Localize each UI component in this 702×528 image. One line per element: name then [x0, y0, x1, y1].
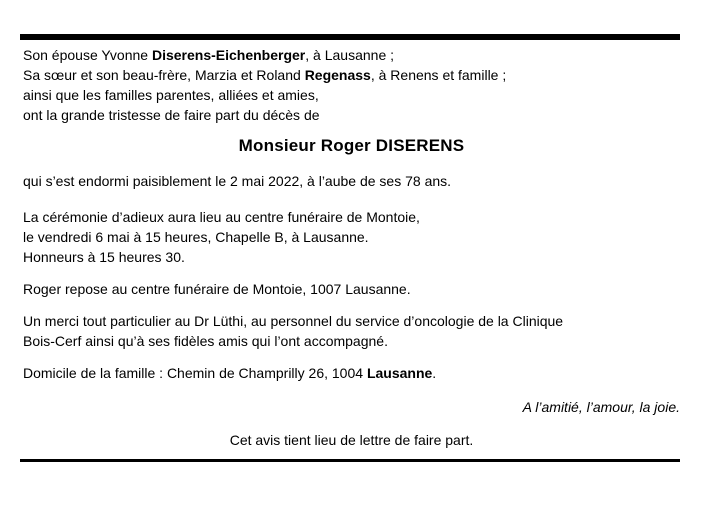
thanks-line: Un merci tout particulier au Dr Lüthi, au personnel du service d’oncologie de la Clinique — [23, 313, 564, 329]
deceased-name: Monsieur Roger DISERENS — [238, 136, 465, 155]
family-address-city-bold: Lausanne — [366, 365, 433, 381]
ceremony-block — [23, 207, 680, 267]
ceremony-line: le vendredi 6 mai à 15 heures, Chapelle B, à Lausanne. — [23, 229, 369, 245]
ceremony-line: La cérémonie d’adieux aura lieu au centre funéraire de Montoie, — [23, 209, 420, 225]
family-name-bold: Diserens-Eichenberger — [151, 47, 306, 63]
thanks-block — [23, 311, 680, 351]
repose-line: Roger repose au centre funéraire de Montoie, 1007 Lausanne. — [23, 281, 411, 297]
notice-content — [0, 45, 702, 450]
intro-block — [23, 45, 680, 125]
intro-line-text: , à Renens et famille ; — [370, 67, 507, 83]
family-address-text: . — [432, 365, 437, 381]
intro-line-text: ainsi que les familles parentes, alliées et amies, — [23, 87, 319, 103]
bottom-rule — [20, 459, 680, 462]
family-address-text: Domicile de la famille : Chemin de Champrilly 26, 1004 — [23, 365, 367, 381]
thanks-line: Bois-Cerf ainsi qu’à ses fidèles amis qui l’ont accompagné. — [23, 333, 388, 349]
farewell-motto: A l’amitié, l’amour, la joie. — [522, 399, 680, 415]
intro-line-text: Son épouse Yvonne — [23, 47, 152, 63]
top-rule — [20, 34, 680, 40]
death-notice-page — [0, 34, 702, 528]
intro-line-text: ont la grande tristesse de faire part du décès de — [23, 107, 320, 123]
intro-line — [23, 65, 680, 85]
intro-line-text: Sa sœur et son beau-frère, Marzia et Roland — [23, 67, 305, 83]
ceremony-line: Honneurs à 15 heures 30. — [23, 249, 185, 265]
intro-line-text: , à Lausanne ; — [305, 47, 395, 63]
family-name-bold: Regenass — [304, 67, 371, 83]
intro-line — [23, 105, 680, 125]
footer-notice: Cet avis tient lieu de lettre de faire part. — [229, 432, 474, 448]
family-address — [23, 363, 680, 383]
intro-line — [23, 85, 680, 105]
death-date-line: qui s’est endormi paisiblement le 2 mai 2022, à l’aube de ses 78 ans. — [23, 173, 452, 189]
intro-line — [23, 45, 680, 65]
